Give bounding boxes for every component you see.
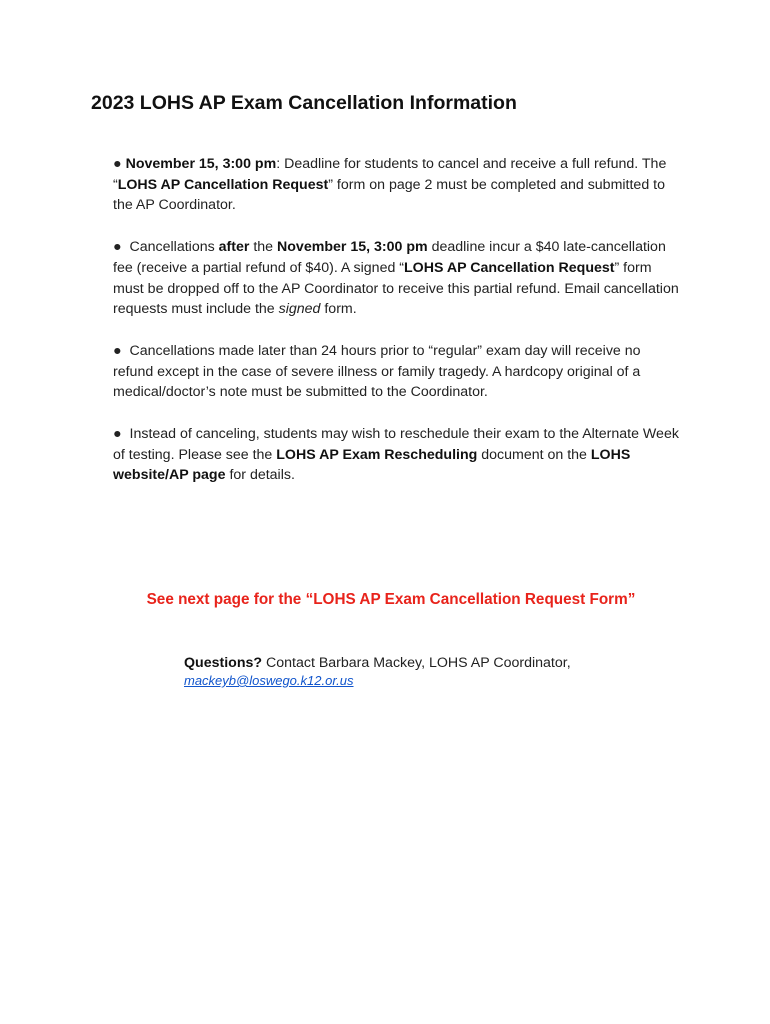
emphasis-signed: signed (278, 301, 321, 318)
next-page-notice: See next page for the “LOHS AP Exam Cancellation Request Form” (146, 591, 636, 608)
website-name: LOHS website/AP page (113, 446, 631, 484)
deadline-date: November 15, 3:00 pm (277, 239, 428, 256)
bullet-refund-deadline (113, 154, 683, 216)
text-run: form. (320, 301, 357, 318)
bullet-icon: ● (113, 156, 122, 172)
bullet-icon: ● (113, 239, 122, 256)
email-link[interactable]: mackeyb@loswego.k12.or.us (184, 673, 354, 688)
page-title: 2023 LOHS AP Exam Cancellation Information (91, 92, 517, 114)
form-name: LOHS AP Cancellation Request (404, 259, 615, 276)
bullet-no-refund (113, 341, 683, 403)
text-run: for details. (225, 467, 295, 484)
text-run: : Deadline for students to cancel and receive a full refund. The “ (113, 156, 667, 193)
bullet-icon: ● (113, 426, 122, 443)
text-run: document on the (477, 446, 591, 463)
text-run: deadline incur a $40 late-cancellation fee (receive a partial refund of $40). A signed “ (113, 239, 666, 276)
text-run: ” form on page 2 must be completed and submitted to the AP Coordinator. (113, 176, 665, 214)
contact-block (184, 654, 571, 690)
contact-text: Contact Barbara Mackey, LOHS AP Coordinator, (262, 655, 571, 671)
text-run: Instead of canceling, students may wish to reschedule their exam to the Alternate Week of testing. Please see the (113, 426, 679, 463)
bullet-reschedule (113, 424, 683, 486)
bullet-icon: ● (113, 342, 122, 359)
contact-line (184, 654, 571, 672)
doc-name: LOHS AP Exam Rescheduling (276, 446, 478, 463)
questions-label: Questions? (184, 655, 263, 671)
bullet-list (113, 154, 683, 507)
text-run: Cancellations (125, 239, 219, 256)
emphasis-after: after (218, 239, 250, 256)
text-run: ” form must be dropped off to the AP Coordinator to receive this partial refund. Email cancellation requests must include the (113, 259, 679, 318)
form-name: LOHS AP Cancellation Request (117, 176, 329, 193)
text-run: the (249, 239, 278, 256)
text-run: Cancellations made later than 24 hours prior to “regular” exam day will receive no refund except in the case of severe illness or family tragedy. A hardcopy original of a medical/doctor’s note must be submitted to the Coordinator. (113, 342, 641, 401)
deadline-date: November 15, 3:00 pm (125, 156, 277, 172)
bullet-late-cancellation (113, 237, 683, 320)
